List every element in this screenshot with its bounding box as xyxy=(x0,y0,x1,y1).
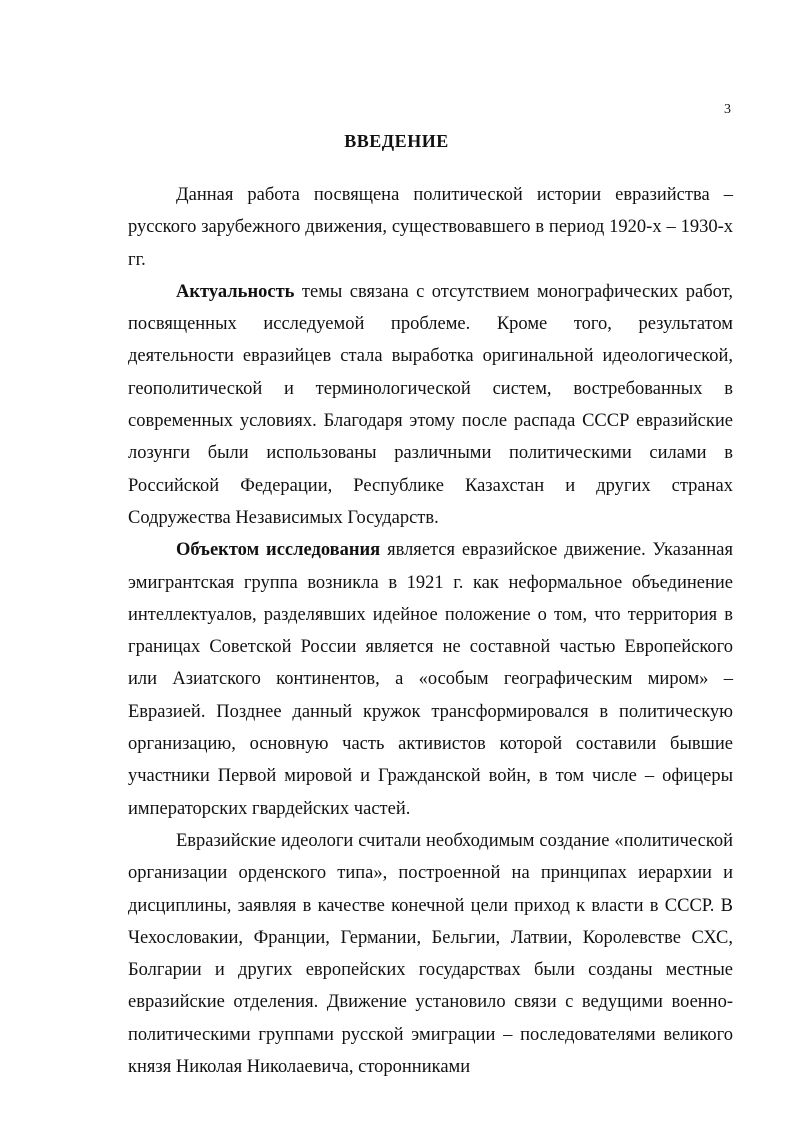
paragraph-text: темы связана с отсутствием монографических работ, посвященных исследуемой проблеме. Кроме того, результатом деятельности евразийцев стала выработка оригинальной идеологической, геополитической и терминологической систем, востребованных в современных условиях. Благодаря этому после распада СССР евразийские лозунги были использованы различными политическими силами в Российской Федерации, Республике Казахстан и других странах Содружества Независимых Государств. xyxy=(128,281,733,528)
paragraph-ideologists xyxy=(128,825,733,1083)
paragraph-lead: Актуальность xyxy=(176,281,295,302)
paragraph-text: Данная работа посвящена политической истории евразийства – русского зарубежного движения, существовавшего в период 1920-х – 1930-х гг. xyxy=(128,185,733,270)
section-heading: ВВЕДЕНИЕ xyxy=(344,131,449,151)
paragraph-lead: Объектом исследования xyxy=(176,540,381,561)
paragraph-text: Евразийские идеологи считали необходимым создание «политической организации орденского типа», построенной на принципах иерархии и дисциплины, заявляя в качестве конечной цели приход к власти в СССР. В Чехословакии, Франции, Германии, Бельгии, Латвии, Королевстве СХС, Болгарии и других европейских государствах были созданы местные евразийские отделения. Движение установило связи с ведущими военно-политическими группами русской эмиграции – последователями великого князя Николая Николаевича, сторонниками xyxy=(128,830,733,1078)
body-text xyxy=(128,179,733,1083)
paragraph-relevance xyxy=(128,276,733,534)
paragraph-object xyxy=(128,534,733,825)
paragraph-intro xyxy=(128,179,733,276)
paragraph-text: является евразийское движение. Указанная эмигрантская группа возникла в 1921 г. как неформальное объединение интеллектуалов, разделявших идейное положение о том, что территория в границах Советской России является не составной частью Европейского или Азиатского континентов, а «особым географическим миром» – Евразией. Позднее данный кружок трансформировался в политическую организацию, основную часть активистов которой составили бывшие участники Первой мировой и Гражданской войн, в том числе – офицеры императорских гвардейских частей. xyxy=(128,540,733,819)
page-number: 3 xyxy=(724,102,731,117)
